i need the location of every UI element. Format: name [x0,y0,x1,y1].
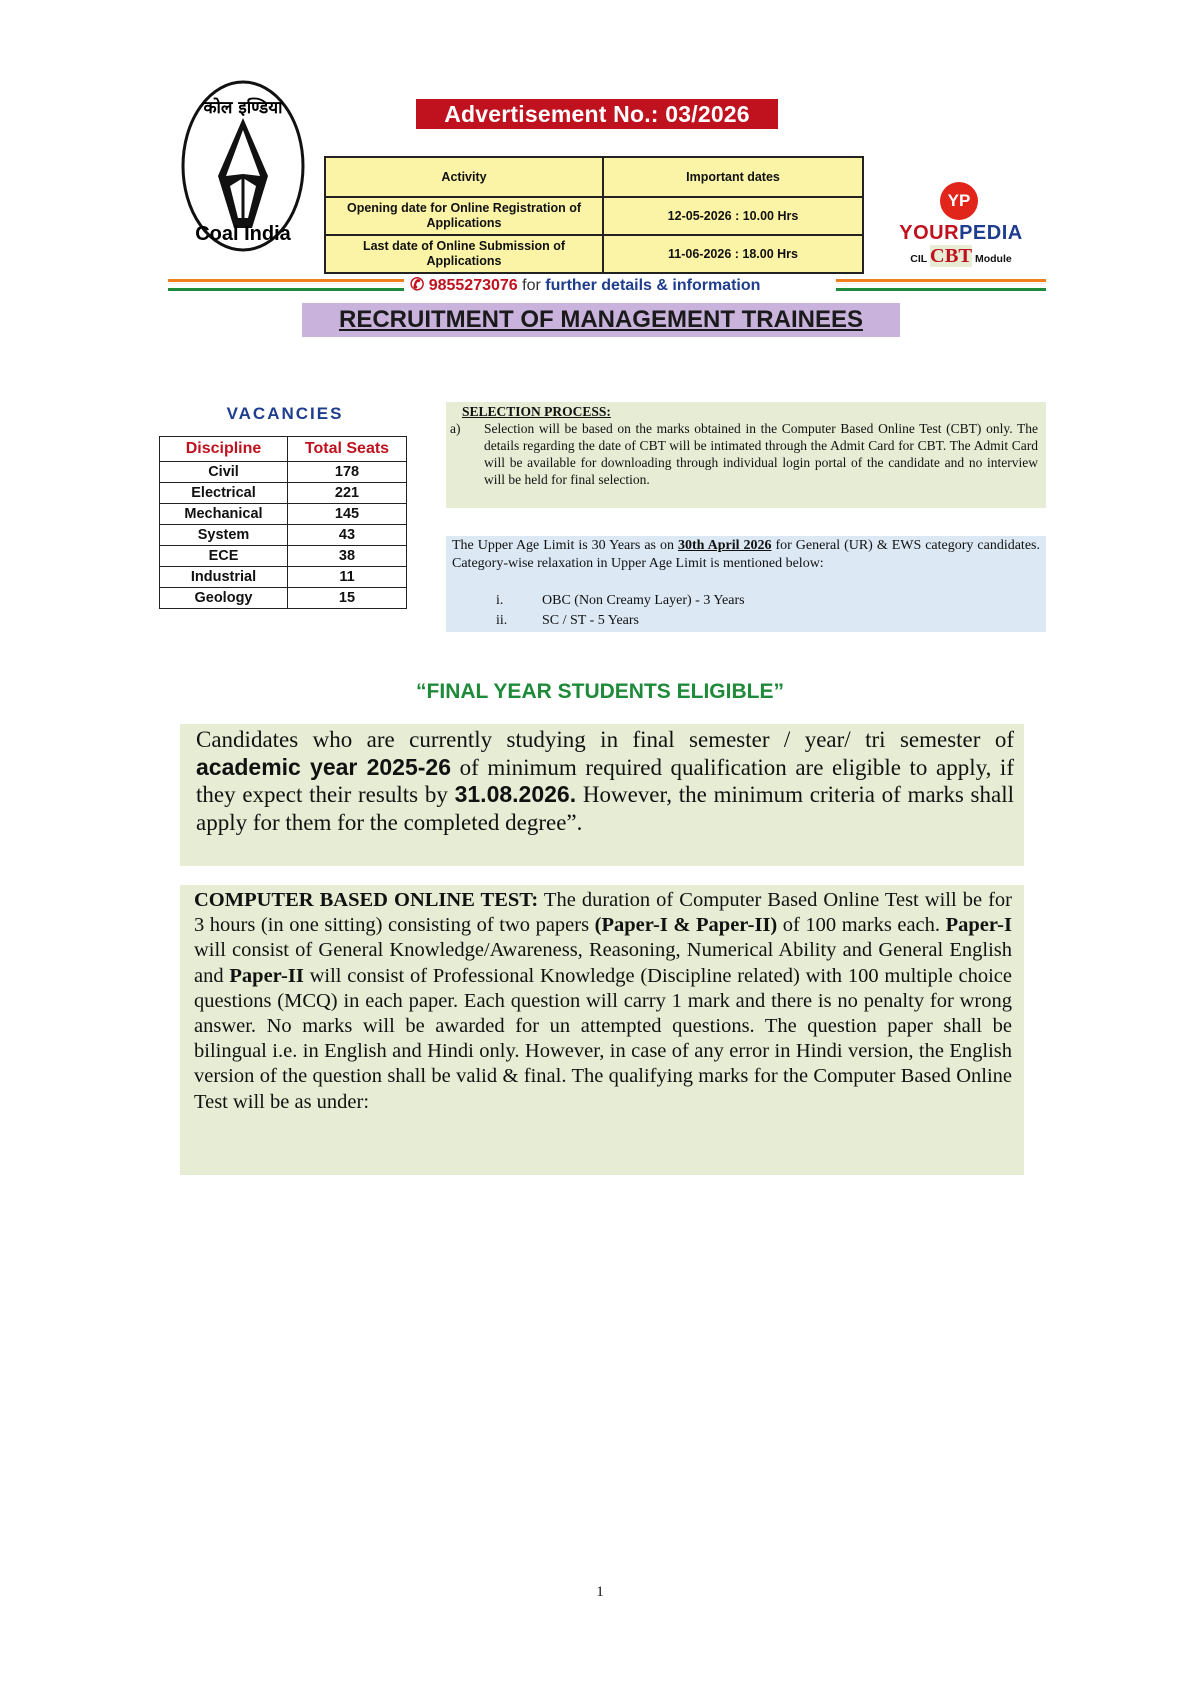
selection-text: Selection will be based on the marks obtained in the Computer Based Online Test (CBT) only. The details regarding the date of CBT will be intimated through the Admit Card for CBT. The Admit Card will be available for downloading through individual login portal of the candidate and no interview will be held for final selection. [484,421,1038,487]
dates-header-activity: Activity [325,157,603,197]
dates-cell-date: 12-05-2026 : 10.00 Hrs [603,197,863,235]
yourpedia-name [896,222,1026,245]
age-text-1: The Upper Age Limit is 30 Years as on [452,538,678,553]
cbt-heading: COMPUTER BASED ONLINE TEST: [194,889,539,911]
cbt-box [180,885,1024,1175]
table-row [160,525,407,546]
contact-line [410,275,830,295]
cbt-bold-1: (Paper-I & Paper-II) [594,914,778,937]
fy-bold-2: 31.08.2026. [454,781,577,807]
selection-marker: a) [450,421,461,436]
vacancy-discipline: Civil [160,462,288,483]
vacancy-discipline: Mechanical [160,504,288,525]
vacancy-discipline: Industrial [160,567,288,588]
cbt-bold-2: Paper-I [945,914,1012,937]
vacancy-discipline: ECE [160,546,288,567]
dates-header-dates: Important dates [603,157,863,197]
fy-bold-1: academic year 2025-26 [196,753,452,780]
vacancy-discipline: Electrical [160,483,288,504]
cbt-text-2: of 100 marks each. [777,914,946,937]
table-row [325,197,863,235]
table-row [160,567,407,588]
page-number: 1 [596,1584,604,1600]
vacancies-header-seats: Total Seats [288,437,407,462]
table-row [160,504,407,525]
dates-header-row [325,157,863,197]
yourpedia-name-part2: PEDIA [959,222,1023,244]
cbt-text-4: will consist of Professional Knowledge (Discipline related) with 100 multiple choice questions (MCQ) in each paper. Each question will carry 1 mark and there is no penalty for wrong answer. No marks will be awarded for un attempted questions. The question paper shall be bilingual i.e. in English and Hindi only. However, in case of any error in Hindi version, the English version of the question shall be valid & final. The qualifying marks for the Computer Based Online Test will be as under: [194,964,1012,1113]
recruitment-title: RECRUITMENT OF MANAGEMENT TRAINEES [302,303,900,337]
fy-text-3: However, the minimum criteria of marks shall apply for them for the completed degree”. [196,782,1014,835]
vacancies-table [159,436,407,609]
contact-for: for [522,277,541,294]
final-year-box [180,724,1024,866]
yourpedia-sub-part3: Module [974,253,1012,265]
yourpedia-subtitle [896,244,1026,269]
vacancies-title: VACANCIES [226,404,344,423]
phone-icon: ✆ [410,275,425,294]
coal-india-logo [180,78,306,254]
yourpedia-sub-part2: CBT [929,245,973,267]
contact-phone: 9855273076 [428,277,518,294]
dates-cell-date: 11-06-2026 : 18.00 Hrs [603,235,863,273]
contact-info: further details & information [545,277,761,294]
important-dates-table [324,156,864,274]
selection-heading: SELECTION PROCESS: [462,404,611,419]
vacancy-seats: 15 [288,588,407,609]
final-year-text [196,726,1014,836]
vacancy-seats: 145 [288,504,407,525]
advertisement-number: Advertisement No.: 03/2026 [416,99,778,129]
table-row [160,546,407,567]
dates-cell-activity: Last date of Online Submission of Applications [325,235,603,273]
vacancy-seats: 221 [288,483,407,504]
cbt-text-1: The duration of Computer Based Online Test will be for 3 hours (in one sitting) consisting of two papers [194,889,1012,937]
vacancy-discipline: System [160,525,288,546]
age-item-text: OBC (Non Creamy Layer) - 3 Years [542,593,745,608]
fy-text-1: Candidates who are currently studying in final semester / year/ tri semester of [196,727,1014,752]
cbt-text [194,888,1012,1115]
yourpedia-name-part1: YOUR [899,222,960,244]
list-item [496,592,745,610]
table-row [325,235,863,273]
vacancies-header-discipline: Discipline [160,437,288,462]
logo-hindi-text: कोल इण्डिया [203,98,283,118]
table-row [160,588,407,609]
tricolor-line-right [836,279,1046,291]
vacancy-seats: 178 [288,462,407,483]
final-year-title: “FINAL YEAR STUDENTS ELIGIBLE” [416,680,784,703]
list-item [496,612,639,630]
yourpedia-logo-icon: YP [940,182,978,220]
age-item-marker: ii. [496,613,508,628]
fy-text-2: of minimum required qualification are eligible to apply, if they expect their results by [196,754,1014,807]
age-limit-text [452,537,1040,573]
age-text-2: for General (UR) & EWS category candidates. Category-wise relaxation in Upper Age Limit is mentioned below: [452,538,1040,571]
yourpedia-sub-part1: CIL [910,253,927,265]
dates-cell-activity: Opening date for Online Registration of Applications [325,197,603,235]
vacancies-header-row [160,437,407,462]
vacancy-discipline: Geology [160,588,288,609]
age-item-marker: i. [496,593,504,608]
age-limit-box [446,536,1046,632]
cbt-text-3: will consist of General Knowledge/Awareness, Reasoning, Numerical Ability and General English and [194,939,1012,987]
vacancy-seats: 43 [288,525,407,546]
tricolor-line-left [168,279,404,291]
cbt-bold-3: Paper-II [229,964,304,987]
selection-process-box [446,402,1046,508]
table-row [160,462,407,483]
logo-english-text: Coal India [195,223,291,245]
table-row [160,483,407,504]
age-item-text: SC / ST - 5 Years [542,613,639,628]
age-highlight: 30th April 2026 [677,538,772,553]
vacancy-seats: 38 [288,546,407,567]
vacancy-seats: 11 [288,567,407,588]
